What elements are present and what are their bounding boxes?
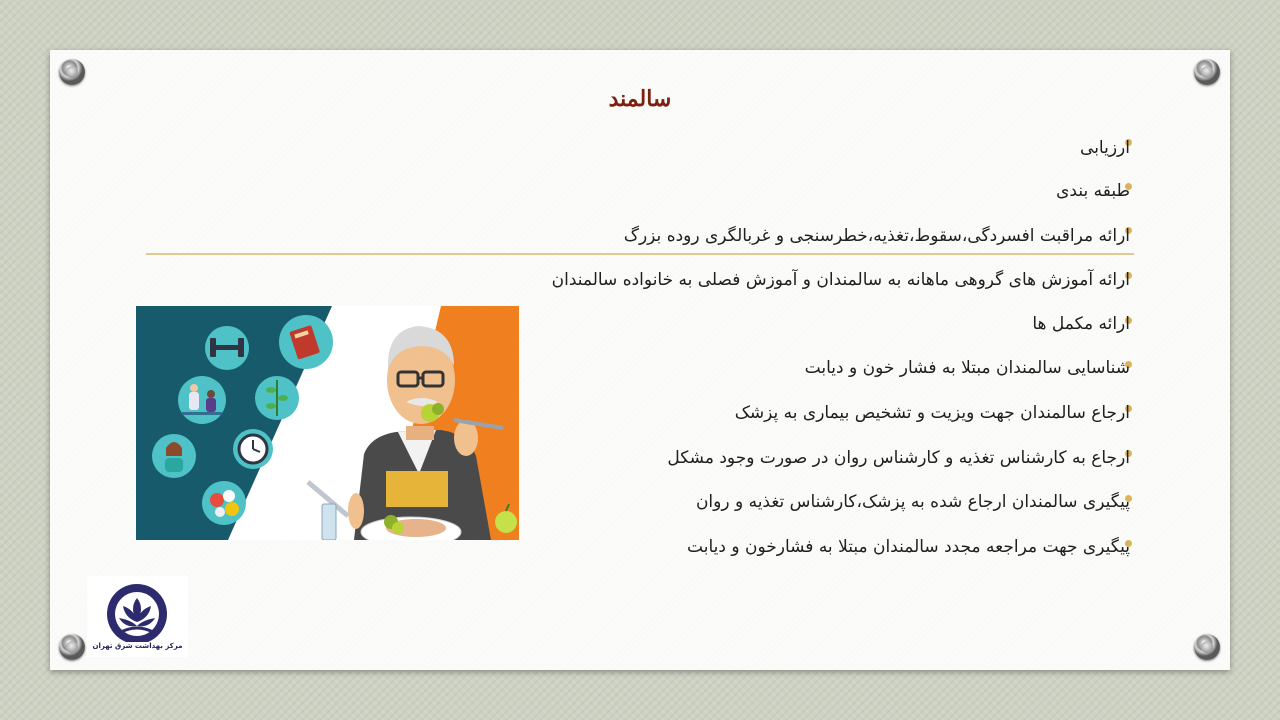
nurse-icon: [152, 434, 196, 478]
pills-icon: [202, 481, 246, 525]
bullet-item: ارائه مراقبت افسردگی،سقوط،تغذیه،خطرسنجی و غربالگری روده بزرگ: [623, 226, 1130, 246]
bullet-item: شناسایی سالمندان مبتلا به فشار خون و دیابت: [804, 358, 1130, 378]
bullet-item: ارزیابی: [1080, 138, 1130, 158]
clock-icon: [233, 429, 273, 469]
bullet-item: طبقه بندی: [1056, 181, 1130, 201]
bullet-item: ارجاع سالمندان جهت ویزیت و تشخیص بیماری به پزشک: [734, 403, 1130, 423]
bullet-item: پیگیری سالمندان ارجاع شده به پزشک،کارشناس تغذیه و روان: [695, 492, 1130, 512]
seniors-exercise-icon: [178, 376, 226, 424]
bullet-item: ارائه آموزش های گروهی ماهانه به سالمندان و آموزش فصلی به خانواده سالمندان: [551, 270, 1130, 290]
book-icon: [279, 315, 333, 369]
logo-caption: مرکز بهداشت شرق تهران: [92, 642, 183, 650]
elderly-man-eating-illustration: [136, 306, 519, 540]
dumbbell-icon: [205, 326, 249, 370]
bullet-item: پیگیری جهت مراجعه مجدد سالمندان مبتلا به فشارخون و دیابت: [687, 537, 1130, 557]
herb-icon: [255, 376, 299, 420]
health-center-logo: [87, 576, 188, 657]
bullet-item: ارجاع به کارشناس تغذیه و کارشناس روان در صورت وجود مشکل: [667, 448, 1130, 468]
health-center-logo-icon: [87, 576, 188, 642]
bullet-item: ارائه مکمل ها: [1032, 314, 1130, 334]
slide-title: سالمند: [608, 86, 672, 112]
